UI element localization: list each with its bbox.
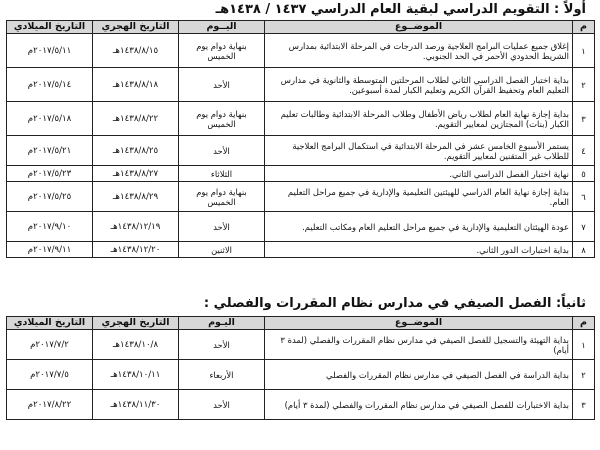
row-number: ١: [573, 34, 595, 68]
row-day: الأربعاء: [179, 360, 265, 390]
header-number: م: [573, 317, 595, 330]
row-day: بنهاية دوام يوم الخميس: [179, 102, 265, 136]
row-number: ٧: [573, 212, 595, 242]
row-gregorian-date: ٢٠١٧/٩/١٠م: [7, 212, 93, 242]
row-day: الثلاثاء: [179, 166, 265, 182]
row-gregorian-date: ٢٠١٧/٧/٥م: [7, 360, 93, 390]
table-row: [7, 136, 595, 166]
table-row: [7, 360, 595, 390]
row-number: ٤: [573, 136, 595, 166]
row-topic: بداية الدراسة في الفصل الصيفي في مدارس نظام المقررات والفصلي: [265, 360, 573, 390]
table-row: [7, 330, 595, 360]
row-hijri-date: ١٤٣٨/١٠/٨هـ: [93, 330, 179, 360]
table-header-row: [7, 317, 595, 330]
header-day: اليـوم: [179, 317, 265, 330]
row-number: ٦: [573, 182, 595, 212]
table-row: [7, 212, 595, 242]
row-topic: يستمر الأسبوع الخامس عشر في المرحلة الابتدائية في استكمال البرامج العلاجية للطلاب غير المتقنين لمعايير التقويم.: [265, 136, 573, 166]
table-row: [7, 34, 595, 68]
row-hijri-date: ١٤٣٨/٨/٢٧هـ: [93, 166, 179, 182]
row-hijri-date: ١٤٣٨/٨/٢٢هـ: [93, 102, 179, 136]
row-day: الأحد: [179, 390, 265, 420]
section-1-title: أولاً : التقويم الدراسي لبقية العام الدراسي ١٤٣٧ / ١٤٣٨هـ: [215, 2, 586, 17]
row-gregorian-date: ٢٠١٧/٥/٢٥م: [7, 182, 93, 212]
row-day: الاثنين: [179, 242, 265, 258]
header-hijri-date: التاريخ الهجري: [93, 317, 179, 330]
row-number: ٣: [573, 390, 595, 420]
row-day: الأحد: [179, 136, 265, 166]
row-gregorian-date: ٢٠١٧/٥/١١م: [7, 34, 93, 68]
table-header-row: [7, 21, 595, 34]
row-day: الأحد: [179, 68, 265, 102]
header-gregorian-date: التاريخ الميلادي: [7, 21, 93, 34]
row-number: ١: [573, 330, 595, 360]
row-hijri-date: ١٤٣٨/١٢/١٩هـ: [93, 212, 179, 242]
table-row: [7, 182, 595, 212]
header-topic: الموضــوع: [265, 317, 573, 330]
row-day: الأحد: [179, 212, 265, 242]
table-row: [7, 390, 595, 420]
table-row: [7, 102, 595, 136]
row-day: بنهاية دوام يوم الخميس: [179, 182, 265, 212]
row-day: الأحد: [179, 330, 265, 360]
row-hijri-date: ١٤٣٨/٨/١٨هـ: [93, 68, 179, 102]
row-number: ٥: [573, 166, 595, 182]
row-number: ٣: [573, 102, 595, 136]
row-hijri-date: ١٤٣٨/٨/٢٩هـ: [93, 182, 179, 212]
row-topic: بداية إجازة نهاية العام الدراسي للهيئتين التعليمية والإدارية في جميع مراحل التعليم العام.: [265, 182, 573, 212]
row-number: ٢: [573, 68, 595, 102]
row-topic: بداية التهيئة والتسجيل للفصل الصيفي في مدارس نظام المقررات والفصلي (لمدة ٣ أيام): [265, 330, 573, 360]
table-row: [7, 68, 595, 102]
row-gregorian-date: ٢٠١٧/٥/١٤م: [7, 68, 93, 102]
header-gregorian-date: التاريخ الميلادي: [7, 317, 93, 330]
row-topic: بداية اختبار الفصل الدراسي الثاني لطلاب المرحلتين المتوسطة والثانوية في مدارس التعليم العام وتحفيظ القرآن الكريم وتعليم الكبار لمدة أسبوعين.: [265, 68, 573, 102]
row-gregorian-date: ٢٠١٧/٧/٢م: [7, 330, 93, 360]
row-hijri-date: ١٤٣٨/١١/٣٠هـ: [93, 390, 179, 420]
row-gregorian-date: ٢٠١٧/٥/٢٣م: [7, 166, 93, 182]
row-gregorian-date: ٢٠١٧/٨/٢٢م: [7, 390, 93, 420]
row-topic: إغلاق جميع عمليات البرامج العلاجية ورصد الدرجات في المرحلة الابتدائية بمدارس الشريط الحدودي الأحمر في الحد الجنوبي.: [265, 34, 573, 68]
header-hijri-date: التاريخ الهجري: [93, 21, 179, 34]
row-topic: بداية الاختبارات للفصل الصيفي في مدارس نظام المقررات والفصلي (لمدة ٣ أيام): [265, 390, 573, 420]
table-row: [7, 166, 595, 182]
row-number: ٢: [573, 360, 595, 390]
row-day: بنهاية دوام يوم الخميس: [179, 34, 265, 68]
row-hijri-date: ١٤٣٨/٨/٢٥هـ: [93, 136, 179, 166]
summer-semester-table: [6, 316, 595, 420]
row-topic: نهاية اختبار الفصل الدراسي الثاني.: [265, 166, 573, 182]
row-gregorian-date: ٢٠١٧/٥/١٨م: [7, 102, 93, 136]
section-2-title: ثانياً: الفصل الصيفي في مدارس نظام المقررات والفصلي :: [203, 296, 586, 311]
row-topic: بداية اختبارات الدور الثاني.: [265, 242, 573, 258]
row-hijri-date: ١٤٣٨/١٠/١١هـ: [93, 360, 179, 390]
row-topic: بداية إجازة نهاية العام لطلاب رياض الأطفال وطلاب المرحلة الابتدائية وطالبات تعليم الكبار (بنات) المجتازين لمعايير التقويم.: [265, 102, 573, 136]
header-topic: الموضــوع: [265, 21, 573, 34]
row-gregorian-date: ٢٠١٧/٥/٢١م: [7, 136, 93, 166]
table-row: [7, 242, 595, 258]
header-number: م: [573, 21, 595, 34]
row-gregorian-date: ٢٠١٧/٩/١١م: [7, 242, 93, 258]
row-number: ٨: [573, 242, 595, 258]
row-hijri-date: ١٤٣٨/٨/١٥هـ: [93, 34, 179, 68]
header-day: اليــوم: [179, 21, 265, 34]
row-topic: عودة الهيئتان التعليمية والإدارية في جميع مراحل التعليم العام ومكاتب التعليم.: [265, 212, 573, 242]
row-hijri-date: ١٤٣٨/١٢/٢٠هـ: [93, 242, 179, 258]
academic-calendar-table: [6, 20, 595, 258]
